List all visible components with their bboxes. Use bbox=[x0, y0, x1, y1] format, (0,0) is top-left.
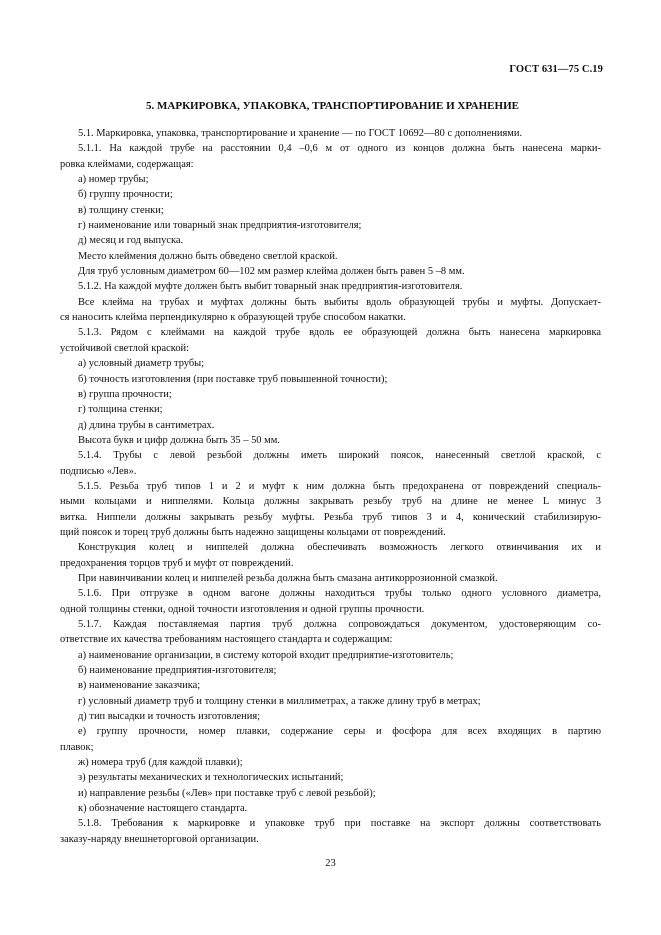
paragraph-line: ответствие их качества требованиям настоящего стандарта и содержащим: bbox=[60, 634, 393, 646]
list-item: д) тип высадки и точность изготовления; bbox=[78, 711, 261, 723]
paragraph-5-1-8: 5.1.8. Требования к маркировке и упаковке труб при поставке на экспорт должны соответствовать bbox=[78, 818, 601, 830]
section-title: 5. МАРКИРОВКА, УПАКОВКА, ТРАНСПОРТИРОВАНИЕ И ХРАНЕНИЕ bbox=[146, 100, 519, 112]
paragraph-5-1-4: 5.1.4. Трубы с левой резьбой должны иметь широкий поясок, нанесенный светлой краской, с bbox=[78, 450, 601, 462]
paragraph-5-1-3: 5.1.3. Рядом с клеймами на каждой трубе вдоль ее образующей должна быть нанесена маркировка bbox=[78, 327, 601, 339]
paragraph-5-1-6: 5.1.6. При отгрузке в одном вагоне должны находиться трубы только одного условного диаметра, bbox=[78, 588, 601, 600]
list-item: к) обозначение настоящего стандарта. bbox=[78, 803, 248, 815]
paragraph-5-1-5: 5.1.5. Резьба труб типов 1 и 2 и муфт к ним должна быть предохранена от повреждений специаль- bbox=[78, 480, 601, 492]
list-item: а) наименование организации, в систему которой входит предприятие-изготовитель; bbox=[78, 649, 454, 661]
paragraph-line: ся наносить клейма перпендикулярно к образующей трубе способом накатки. bbox=[60, 312, 406, 324]
list-item: а) условный диаметр трубы; bbox=[78, 358, 205, 370]
list-item: г) условный диаметр труб и толщину стенки в миллиметрах, а также длину труб в метрах; bbox=[78, 695, 481, 707]
page-number: 23 bbox=[325, 858, 336, 869]
list-item: б) группу прочности; bbox=[78, 189, 173, 201]
list-item: д) длина трубы в сантиметрах. bbox=[78, 419, 215, 431]
paragraph-5-1-7: 5.1.7. Каждая поставляемая партия труб должна сопровождаться документом, удостоверяющим со- bbox=[78, 619, 601, 630]
paragraph-5-1: 5.1. Маркировка, упаковка, транспортирование и хранение — по ГОСТ 10692—80 с дополнениями. bbox=[78, 128, 523, 139]
paragraph-line: витка. Ниппели должны закрывать резьбу муфты. Резьба труб типов 3 и 4, конический стабилизирую- bbox=[60, 511, 601, 523]
paragraph-line: ными кольцами и ниппелями. Кольца должны закрывать резьбу труб на длине не менее L минус 3 bbox=[60, 496, 601, 508]
list-item: з) результаты механических и технологических испытаний; bbox=[78, 772, 344, 784]
list-item: и) направление резьбы («Лев» при поставке труб с левой резьбой); bbox=[78, 787, 376, 799]
list-item: б) наименование предприятия-изготовителя; bbox=[78, 665, 277, 677]
paragraph-5-1-1-cont: ровка клеймами, содержащая: bbox=[60, 158, 194, 170]
list-item: в) группа прочности; bbox=[78, 388, 172, 400]
list-item: б) точность изготовления (при поставке труб повышенной точности); bbox=[78, 373, 388, 385]
list-item-cont: плавок; bbox=[60, 741, 94, 753]
paragraph-line: подписью «Лев». bbox=[60, 465, 137, 477]
list-item: в) наименование заказчика; bbox=[78, 680, 201, 692]
paragraph-5-1-1-line: 5.1.1. На каждой трубе на расстоянии 0,4 –0,6 м от одного из концов должна быть нанесена марки- bbox=[78, 143, 601, 155]
paragraph-line: Место клеймения должно быть обведено светлой краской. bbox=[78, 250, 338, 262]
paragraph-line: Конструкция колец и ниппелей должна обеспечивать возможность легкого отвинчивания их и bbox=[78, 542, 601, 554]
paragraph-line: предохранения торцов труб и муфт от повреждений. bbox=[60, 557, 294, 569]
paragraph-line: Высота букв и цифр должна быть 35 – 50 мм. bbox=[78, 434, 280, 446]
list-item: д) месяц и год выпуска. bbox=[78, 235, 184, 247]
paragraph-line: При навинчивании колец и ниппелей резьба должна быть смазана антикоррозионной смазкой. bbox=[78, 572, 498, 584]
paragraph-line: устойчивой светлой краской: bbox=[60, 342, 190, 354]
section-body bbox=[60, 126, 601, 847]
paragraph-line: заказу-наряду внешнеторговой организации. bbox=[60, 833, 259, 845]
list-item: г) наименование или товарный знак предприятия-изготовителя; bbox=[78, 220, 362, 232]
paragraph-line: Для труб условным диаметром 60—102 мм размер клейма должен быть равен 5 –8 мм. bbox=[78, 266, 465, 278]
list-item: в) толщину стенки; bbox=[78, 204, 164, 216]
list-item: е) группу прочности, номер плавки, содержание серы и фосфора для всех входящих в партию bbox=[78, 726, 601, 738]
list-item: ж) номера труб (для каждой плавки); bbox=[78, 757, 243, 769]
paragraph-line: одной толщины стенки, одной точности изготовления и одной группы прочности. bbox=[60, 603, 425, 615]
paragraph-5-1-2: 5.1.2. На каждой муфте должен быть выбит товарный знак предприятия-изготовителя. bbox=[78, 281, 463, 293]
list-item: г) толщина стенки; bbox=[78, 404, 163, 416]
paragraph-line: щий поясок и торец труб должны быть надежно защищены кольцами от повреждений. bbox=[60, 526, 446, 538]
standard-reference: ГОСТ 631—75 С.19 bbox=[509, 64, 603, 75]
list-item: а) номер трубы; bbox=[78, 174, 149, 186]
paragraph-line: Все клейма на трубах и муфтах должны быть выбиты вдоль образующей трубы и муфты. Допускает- bbox=[78, 296, 601, 308]
